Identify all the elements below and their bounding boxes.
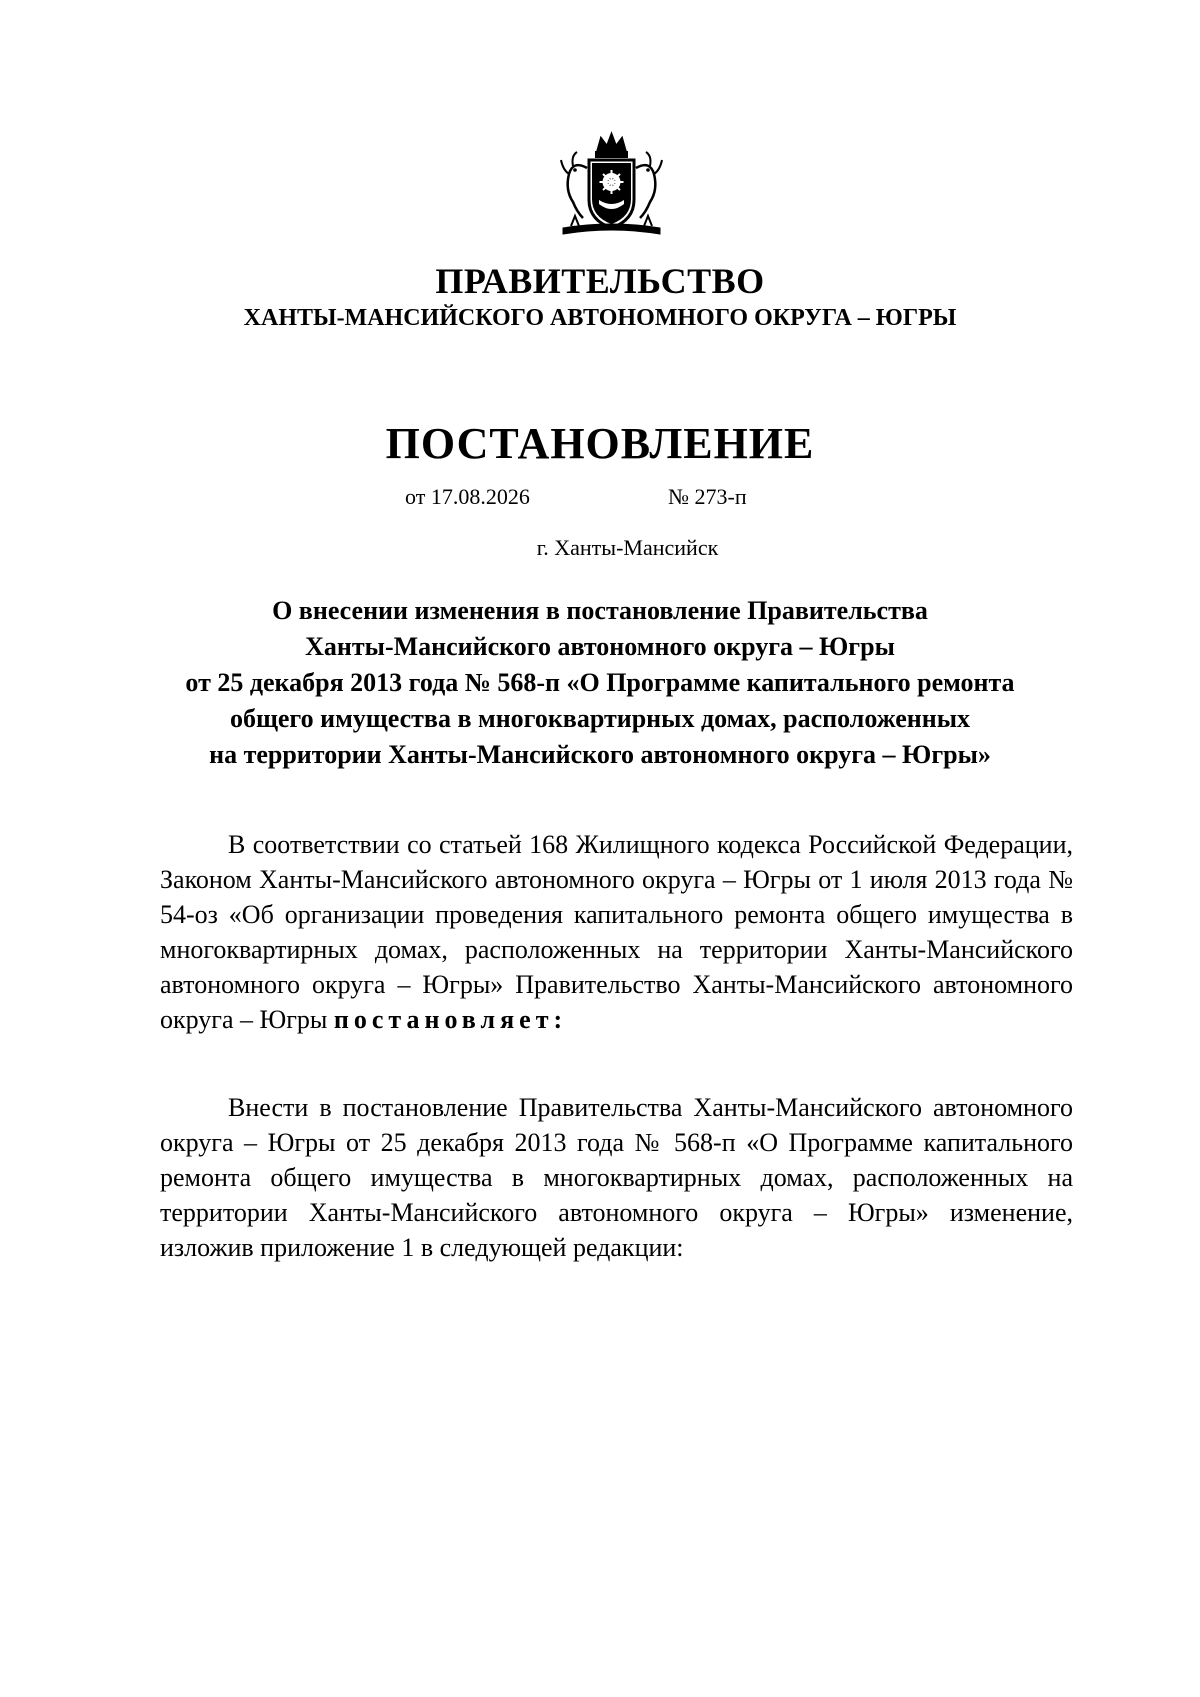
decree-action-word: постановляет: — [333, 1005, 568, 1034]
document-number: № 273-п — [668, 484, 747, 509]
region-title: ХАНТЫ-МАНСИЙСКОГО АВТОНОМНОГО ОКРУГА – ЮГРЫ — [243, 305, 957, 331]
document-date: от 17.08.2026 — [405, 484, 530, 509]
subject-line: О внесении изменения в постановление Правительства — [272, 596, 928, 625]
document-city: г. Ханты-Мансийск — [536, 535, 719, 560]
paragraph-1-text: В соответствии со статьей 168 Жилищного кодекса Российской Федерации, Законом Ханты-Мансийского автономного округа – Югры от 1 июля 2013 года № 54-оз «Об организации проведения капитального ремонта общего имущества в многоквартирных домах, расположенных на территории Ханты-Мансийского автономного округа – Югры» Правительство Ханты-Мансийского автономного округа – Югры — [160, 830, 1073, 1034]
coat-of-arms-icon — [553, 130, 670, 240]
body-paragraph-1 — [160, 827, 1073, 1037]
subject-line: от 25 декабря 2013 года № 568-п «О Программе капитального ремонта — [185, 668, 1015, 697]
document-subject — [130, 593, 1070, 773]
body-paragraph-2: Внести в постановление Правительства Ханты-Мансийского автономного округа – Югры от 25 декабря 2013 года № 568-п «О Программе капитального ремонта общего имущества в многоквартирных домах, расположенных на территории Ханты-Мансийского автономного округа – Югры» изменение, изложив приложение 1 в следующей редакции: — [160, 1093, 1073, 1262]
document-type-title: ПОСТАНОВЛЕНИЕ — [385, 419, 815, 468]
subject-line: на территории Ханты-Мансийского автономного округа – Югры» — [209, 740, 991, 769]
subject-line: Ханты-Мансийского автономного округа – Югры — [305, 632, 895, 661]
government-title: ПРАВИТЕЛЬСТВО — [435, 261, 765, 301]
subject-line: общего имущества в многоквартирных домах, расположенных — [229, 704, 971, 733]
